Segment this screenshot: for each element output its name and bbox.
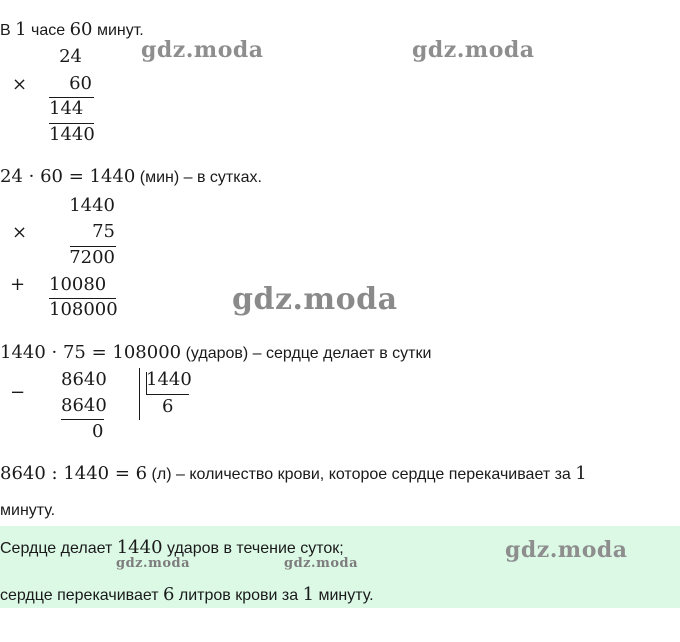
watermark: gdz.moda xyxy=(141,37,264,63)
mult1-partial: 144 xyxy=(49,98,84,119)
text: ударов в течение суток; xyxy=(162,540,344,557)
text: (ударов) – сердце делает в сутки xyxy=(181,345,432,362)
answer-line-1 xyxy=(0,537,344,558)
equation-2 xyxy=(0,342,431,363)
mult1-times-sign: × xyxy=(12,74,28,95)
text: В xyxy=(0,22,16,39)
division-dividend: 8640 xyxy=(61,369,107,390)
mult2-partial-2: 10080 xyxy=(49,274,107,295)
watermark: gdz.moda xyxy=(232,282,398,317)
expression: 1440 · 75 = 108000 xyxy=(0,342,182,363)
mult2-factor-b: 75 xyxy=(92,221,115,242)
text: литров крови за xyxy=(174,587,303,604)
number: 60 xyxy=(69,19,93,40)
division-quotient: 6 xyxy=(162,396,174,417)
mult2-partial-1: 7200 xyxy=(69,247,115,268)
watermark: gdz.moda xyxy=(284,556,359,571)
text: минут. xyxy=(92,22,144,39)
answer-line-2 xyxy=(0,584,374,605)
text: часе xyxy=(26,22,70,39)
mult1-factor-a: 24 xyxy=(59,46,82,67)
division-minus-sign: − xyxy=(10,382,26,403)
division-remainder: 0 xyxy=(92,421,104,442)
text: Сердце делает xyxy=(0,540,117,557)
text: минуту. xyxy=(314,587,374,604)
number: 1 xyxy=(15,19,27,40)
mult2-plus-sign: + xyxy=(10,274,26,295)
mult2-times-sign: × xyxy=(12,222,28,243)
number: 1 xyxy=(302,584,315,605)
text: (л) – количество крови, которое сердце перекачивает за xyxy=(147,466,576,483)
division-rule xyxy=(61,419,104,420)
equation-1 xyxy=(0,166,262,187)
text: (мин) – в сутках. xyxy=(135,169,262,186)
intro-line xyxy=(0,19,144,40)
number: 6 xyxy=(162,584,175,605)
number: 1 xyxy=(575,463,587,484)
division-rule xyxy=(146,394,189,395)
mult1-result: 1440 xyxy=(49,124,95,145)
expression: 24 · 60 = 1440 xyxy=(0,166,136,187)
equation-3 xyxy=(0,463,587,484)
number: 1440 xyxy=(116,537,163,558)
mult2-factor-a: 1440 xyxy=(69,195,115,216)
equation-3-continuation: минуту. xyxy=(0,502,56,519)
division-bar xyxy=(139,368,140,420)
text: сердце перекачивает xyxy=(0,587,163,604)
watermark: gdz.moda xyxy=(505,537,628,563)
watermark: gdz.moda xyxy=(116,556,191,571)
division-divisor: 1440 xyxy=(146,369,192,390)
watermark: gdz.moda xyxy=(412,37,535,63)
mult1-factor-b: 60 xyxy=(69,73,92,94)
division-subtrahend: 8640 xyxy=(61,395,107,416)
mult2-result: 108000 xyxy=(49,299,118,320)
expression: 8640 : 1440 = 6 xyxy=(0,463,148,484)
